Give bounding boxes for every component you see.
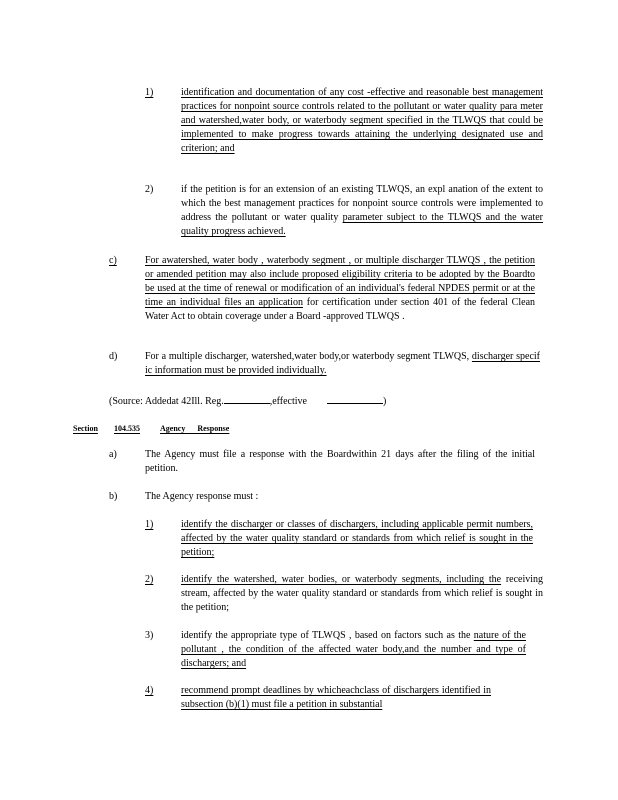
section-title: Agency Response — [160, 424, 230, 433]
item-text: recommend prompt deadlines by whicheachclass of dischargers identified in subsection (b)(1) must file a petition in substantial — [181, 685, 491, 710]
item-text-underlined: discharger specif ic information must be provided individually. — [145, 351, 541, 376]
item-text-plain: identify the appropriate type of TLWQS , based on factors such as the — [181, 630, 471, 641]
section-label: Section — [73, 424, 98, 433]
source-prefix: (Source: Addedat 42Ill. Reg. — [109, 396, 224, 407]
item-label: 3) — [145, 630, 154, 641]
blank-line — [224, 393, 270, 404]
item-text — [181, 183, 543, 239]
item-text — [181, 573, 543, 615]
item-text — [145, 350, 540, 378]
item-label: b) — [109, 491, 118, 502]
item-text: identify the discharger or classes of dischargers, including applicable permit numbers, affected by the water quality standard or standards from which relief is sought in the petition; — [181, 519, 533, 558]
item-label: 2) — [145, 184, 154, 195]
item-text: identification and documentation of any cost -effective and reasonable best management practices for nonpoint source controls related to the pollutant or water quality para meter and watershed,water body, or waterbody segment specified in the TLWQS that could be implemented to make progress towards attaining the underlying designated use and criterion; and — [181, 87, 543, 154]
item-text — [145, 254, 535, 324]
item-text: The Agency must file a response with the Boardwithin 21 days after the filing of the initial petition. — [145, 449, 535, 474]
item-label: c) — [109, 255, 117, 266]
item-text-underlined: nature of the pollutant , the condition of the affected water body,and the number and type of dischargers; and — [181, 630, 526, 669]
item-label: 1) — [145, 519, 154, 530]
blank-line — [327, 393, 383, 404]
item-label: d) — [109, 351, 118, 362]
source-note — [109, 393, 429, 409]
section-number: 104.535 — [114, 424, 140, 433]
item-text-underlined: identify the watershed, water bodies, or waterbody segments, including the — [181, 574, 502, 585]
item-text: The Agency response must : — [145, 491, 259, 502]
item-label: 1) — [145, 87, 154, 98]
item-text-underlined: For awatershed, water body , waterbody segment , or multiple discharger TLWQS , the petition or amended petition may also include proposed eligibility criteria to be adopted by the Boardto be used at the time of renewal or modification of an individual's federal NPDES permit or at the time an individual files an application — [145, 255, 535, 308]
item-text-plain: for certification under section 401 of the federal Clean Water Act to obtain coverage under a Board -approved TLWQS . — [145, 297, 536, 322]
item-label: 4) — [145, 685, 154, 696]
item-text-underlined: parameter subject to the TLWQS and the water quality progress achieved. — [181, 212, 543, 237]
item-text-plain: receiving stream, affected by the water quality standard or standards from which relief is sought in the petition; — [181, 574, 544, 613]
item-text-plain: if the petition is for an extension of an existing TLWQS, an expl anation of the extent to which the best management practices for nonpoint source controls were implemented to address the pollutant or water quality — [181, 184, 543, 223]
item-text-plain: For a multiple discharger, watershed,water body,or waterbody segment TLWQS, — [145, 351, 470, 362]
source-middle: ,effective — [269, 396, 307, 407]
item-text — [181, 629, 526, 671]
item-label: 2) — [145, 574, 154, 585]
source-suffix: ) — [383, 396, 387, 407]
item-label: a) — [109, 449, 117, 460]
